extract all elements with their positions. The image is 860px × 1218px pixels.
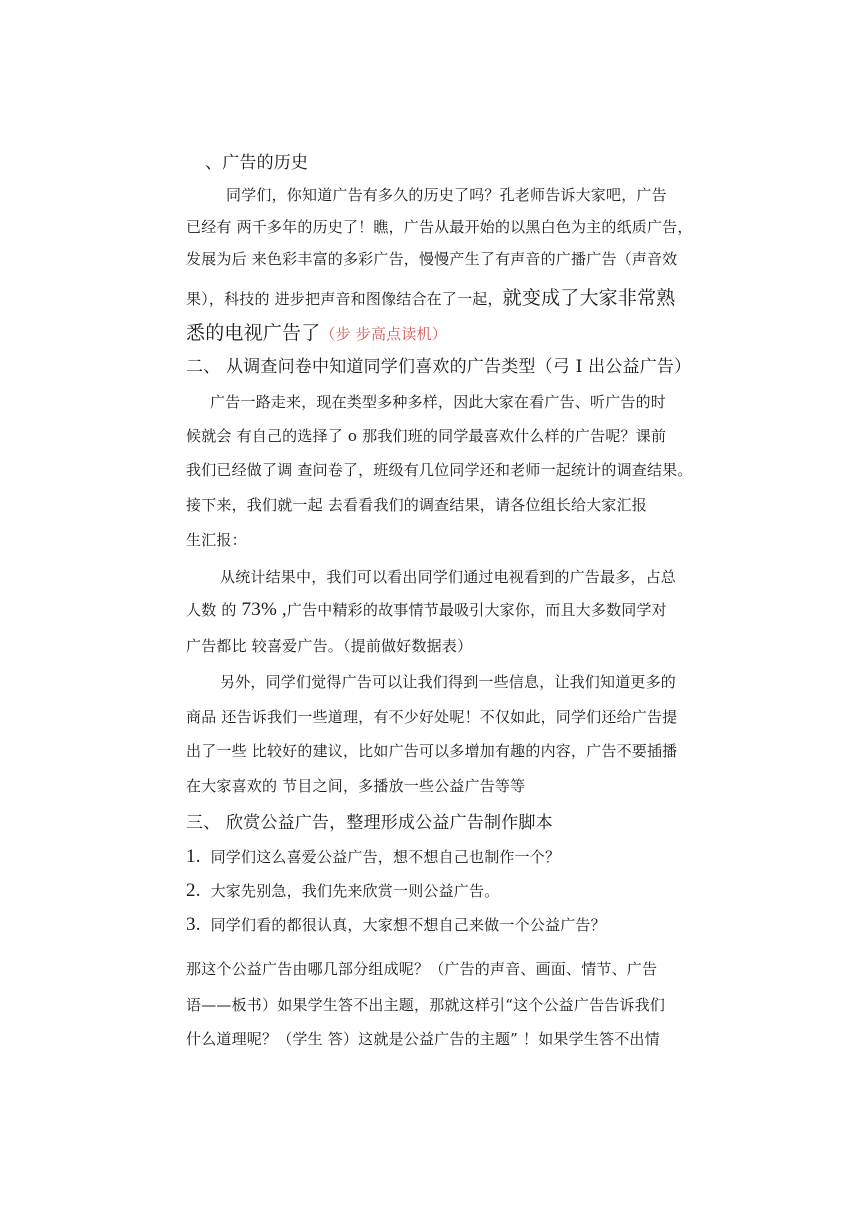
paragraph-1-line-5 <box>186 318 447 345</box>
list-item-3-number: 3. <box>186 914 201 935</box>
paragraph-1-line-2: 已经有 两千多年的历史了！瞧，广告从最开始的以黑白色为主的纸质广告， <box>186 218 693 236</box>
list-item-3 <box>186 914 606 936</box>
paragraph-2-line-1: 广告一路走来，现在类型多种多样，因此大家在看广告、听广告的时 <box>210 393 667 411</box>
paragraph-4-line-4: 在大家喜欢的 节目之间，多播放一些公益广告等等 <box>186 777 526 795</box>
paragraph-3-line-2-prefix: 人数 的 <box>186 601 242 619</box>
paragraph-4-line-2: 商品 还告诉我们一些道理，有不少好处呢！不仅如此，同学们还给广告提 <box>186 708 678 726</box>
percentage-value: 73% , <box>241 599 287 620</box>
list-item-2-text: 大家先别急，我们先来欣赏一则公益广告。 <box>210 882 500 900</box>
list-item-1-text: 同学们这么喜爱公益广告，想不想自己也制作一个？ <box>210 848 561 866</box>
list-item-2 <box>186 880 499 902</box>
paragraph-1-line-1: 同学们，你知道广告有多久的历史了吗？孔老师告诉大家吧，广告 <box>226 186 667 204</box>
paragraph-1-line-5-text: 悉的电视广告了 <box>186 322 321 344</box>
paragraph-5-line-2: 语——板书）如果学生答不出主题，那就这样引“这个公益广告告诉我们 <box>186 996 666 1014</box>
paragraph-5-line-1: 那这个公益广告由哪几部分组成呢？（广告的声音、画面、情节、广告 <box>186 960 658 978</box>
paragraph-2-line-5: 生汇报： <box>186 531 247 549</box>
paragraph-4-line-1: 另外，同学们觉得广告可以让我们得到一些信息，让我们知道更多的 <box>220 673 677 691</box>
product-example-red-text: （步 步高点读机） <box>320 325 447 343</box>
paragraph-2-line-4: 接下来，我们就一起 去看看我们的调查结果，请各位组长给大家汇报 <box>186 496 647 514</box>
paragraph-5-line-3: 什么道理呢？（学生 答）这就是公益广告的主题” ！如果学生答不出情 <box>186 1030 660 1048</box>
paragraph-1-line-4 <box>186 283 675 310</box>
list-item-1-number: 1. <box>186 846 201 867</box>
section-1-heading: 、广告的历史 <box>205 153 309 173</box>
paragraph-3-line-1: 从统计结果中，我们可以看出同学们通过电视看到的广告最多，占总 <box>220 568 677 586</box>
paragraph-3-line-2-suffix: 广告中精彩的故事情节最吸引大家你，而且大多数同学对 <box>286 601 667 619</box>
paragraph-2-line-3: 我们已经做了调 查问卷了，班级有几位同学还和老师一起统计的调查结果。 <box>186 461 693 479</box>
list-item-3-text: 同学们看的都很认真，大家想不想自己来做一个公益广告？ <box>210 916 606 934</box>
paragraph-4-line-3: 出了一些 比较好的建议，比如广告可以多增加有趣的内容，广告不要插播 <box>186 742 678 760</box>
paragraph-2-line-2: 候就会 有自己的选择了 o 那我们班的同学最喜欢什么样的广告呢？课前 <box>186 427 667 445</box>
paragraph-3-line-3: 广告都比 较喜爱广告。（提前做好数据表） <box>186 637 473 655</box>
paragraph-3-line-2 <box>186 599 667 621</box>
paragraph-1-line-4-text: 果），科技的 进步把声音和图像结合在了一起， <box>186 290 503 308</box>
section-3-heading: 三、 欣赏公益广告，整理形成公益广告制作脚本 <box>186 813 553 833</box>
section-2-heading: 二、 从调查问卷中知道同学们喜欢的广告类型（弓 I 出公益广告） <box>186 357 692 377</box>
list-item-2-number: 2. <box>186 880 201 901</box>
list-item-1 <box>186 846 560 868</box>
paragraph-1-line-3: 发展为后 来色彩丰富的多彩广告，慢慢产生了有声音的广播广告（声音效 <box>186 250 678 268</box>
paragraph-1-line-4-large-text: 就变成了大家非常熟 <box>502 287 676 309</box>
